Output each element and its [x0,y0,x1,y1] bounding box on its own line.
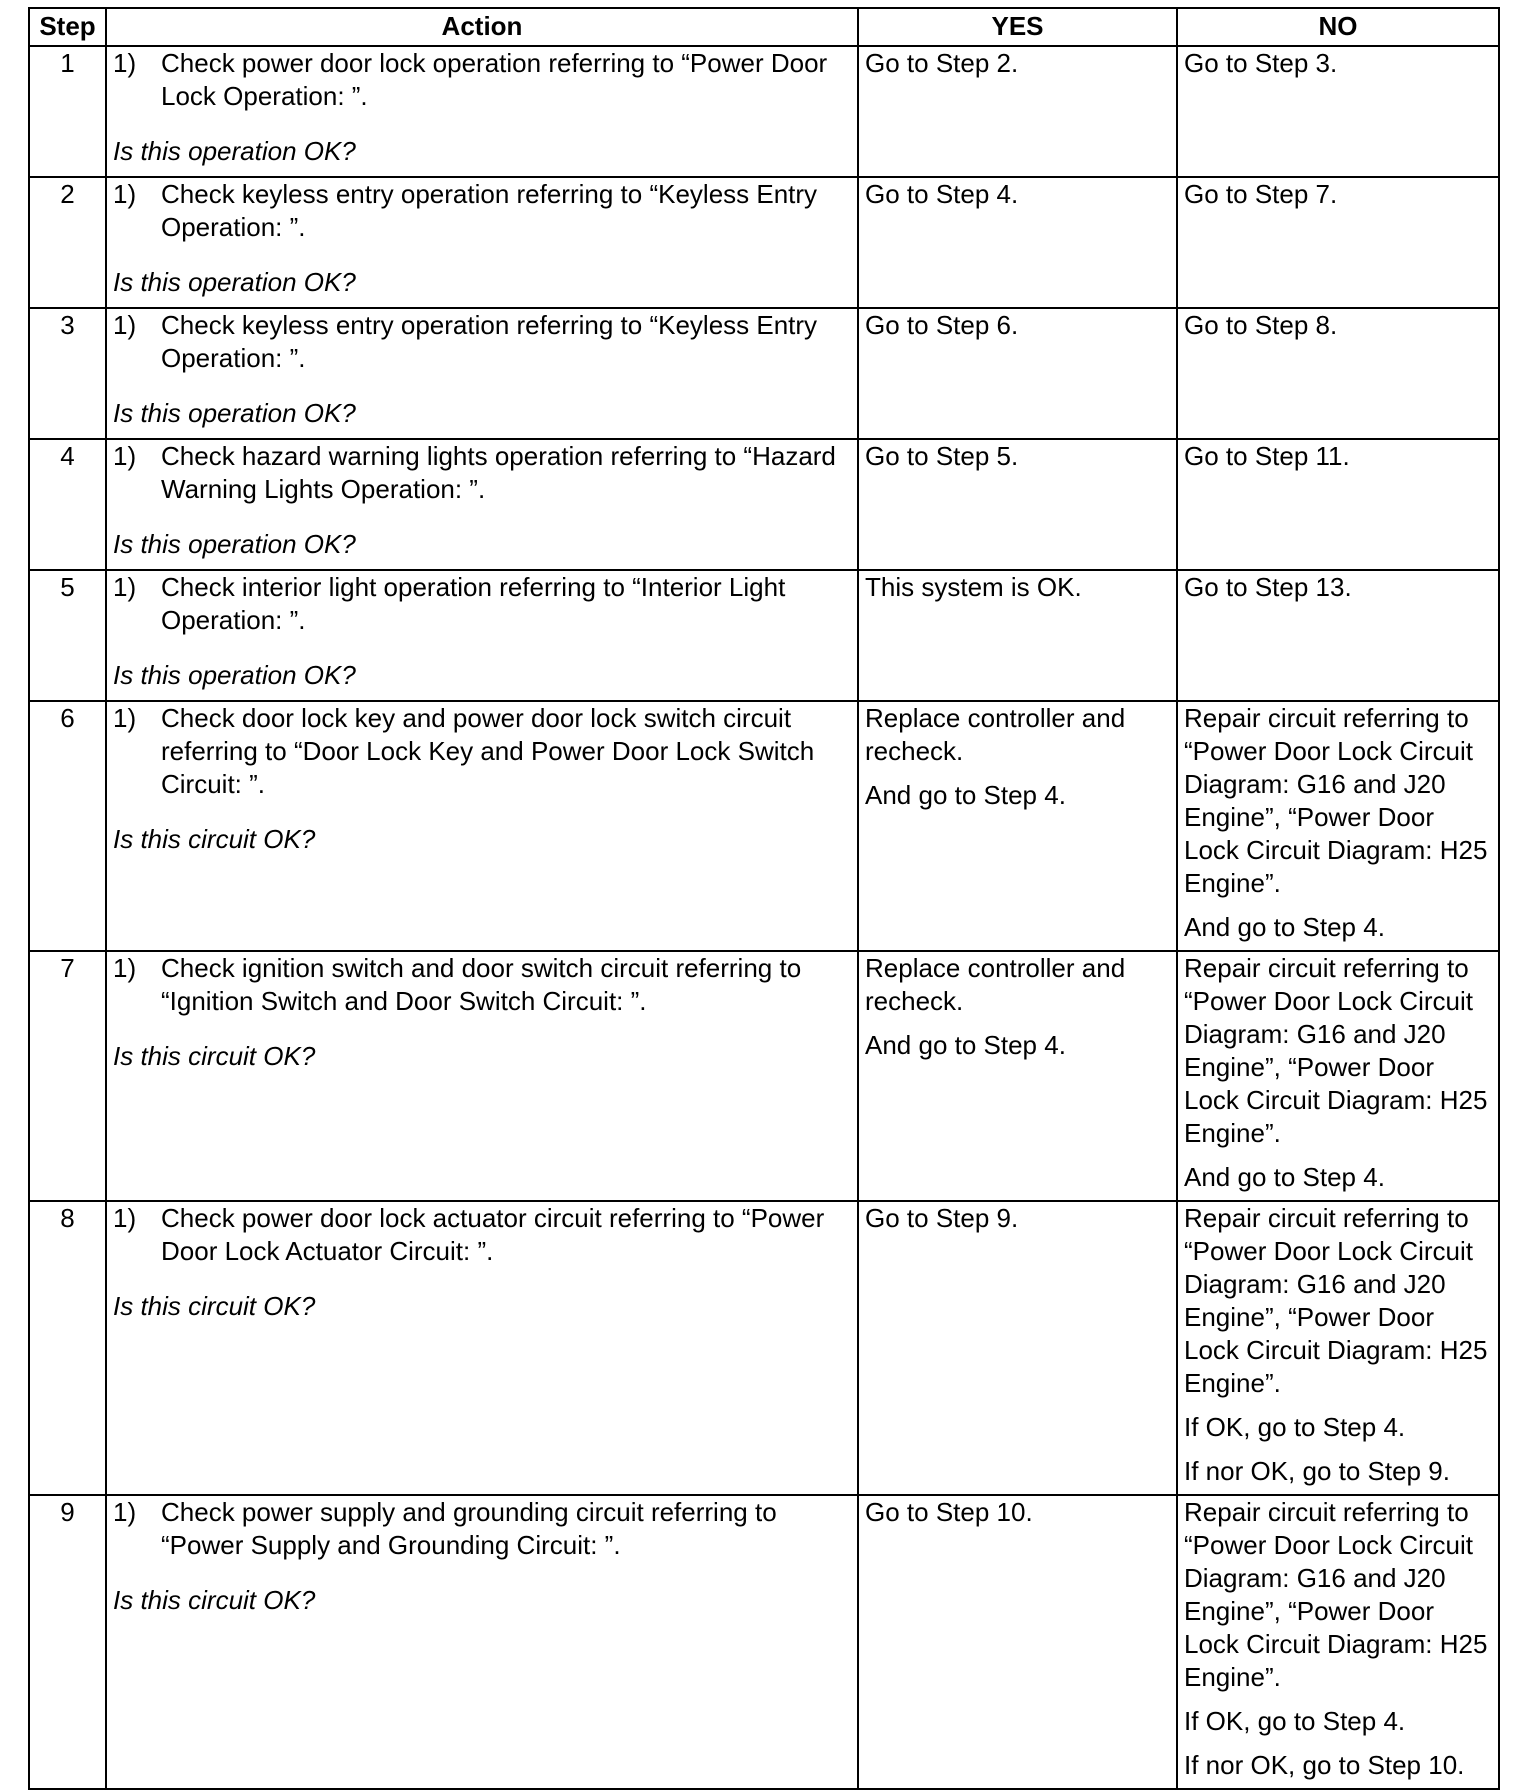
action-item-number: 1) [113,179,137,209]
action-question: Is this operation OK? [113,660,356,690]
step-number: 2 [29,177,106,308]
action-text: Check power door lock operation referring to “Power Door Lock Operation: ”. [161,48,828,111]
table-row [29,46,1499,177]
table-row [29,439,1499,570]
no-text: And go to Step 4. [1184,912,1385,942]
action-cell [106,46,858,177]
header-action: Action [106,8,858,46]
yes-cell [858,439,1177,570]
action-text: Check power supply and grounding circuit referring to “Power Supply and Grounding Circuit: ”. [161,1497,777,1560]
yes-cell [858,177,1177,308]
action-text: Check interior light operation referring to “Interior Light Operation: ”. [161,572,786,635]
action-question: Is this circuit OK? [113,824,316,854]
action-cell [106,1201,858,1495]
action-item-number: 1) [113,48,137,78]
yes-cell [858,1201,1177,1495]
action-item-number: 1) [113,310,137,340]
no-text: Repair circuit referring to “Power Door Lock Circuit Diagram: G16 and J20 Engine”, “Power Door Lock Circuit Diagram: H25 Engine”. [1184,1497,1488,1692]
step-number: 7 [29,951,106,1201]
no-cell [1177,46,1499,177]
step-number: 5 [29,570,106,701]
action-cell [106,308,858,439]
action-cell [106,701,858,951]
yes-text: And go to Step 4. [865,780,1066,810]
yes-text: Go to Step 4. [865,179,1019,209]
action-text: Check keyless entry operation referring to “Keyless Entry Operation: ”. [161,310,818,373]
yes-cell [858,46,1177,177]
action-cell [106,177,858,308]
action-item-number: 1) [113,1497,137,1527]
action-question: Is this operation OK? [113,398,356,428]
no-text: Repair circuit referring to “Power Door Lock Circuit Diagram: G16 and J20 Engine”, “Power Door Lock Circuit Diagram: H25 Engine”. [1184,953,1488,1148]
table-row [29,1495,1499,1789]
action-item-number: 1) [113,572,137,602]
header-step: Step [29,8,106,46]
yes-cell [858,308,1177,439]
action-text: Check door lock key and power door lock switch circuit referring to “Door Lock Key and Power Door Lock Switch Circuit: ”. [161,703,815,799]
no-cell [1177,308,1499,439]
table-row [29,951,1499,1201]
action-text: Check hazard warning lights operation referring to “Hazard Warning Lights Operation: ”. [161,441,836,504]
table-row [29,570,1499,701]
yes-cell [858,570,1177,701]
no-text: Go to Step 11. [1184,441,1350,471]
table-row [29,177,1499,308]
action-item-number: 1) [113,1203,137,1233]
step-number: 6 [29,701,106,951]
no-text: If nor OK, go to Step 9. [1184,1456,1450,1486]
table-row [29,1201,1499,1495]
yes-text: This system is OK. [865,572,1082,602]
no-text: If OK, go to Step 4. [1184,1412,1406,1442]
step-number: 1 [29,46,106,177]
no-cell [1177,177,1499,308]
action-item-number: 1) [113,953,137,983]
action-question: Is this circuit OK? [113,1585,316,1615]
no-text: If OK, go to Step 4. [1184,1706,1406,1736]
header-no: NO [1177,8,1499,46]
yes-cell [858,951,1177,1201]
yes-text: Go to Step 10. [865,1497,1033,1527]
no-text: Repair circuit referring to “Power Door Lock Circuit Diagram: G16 and J20 Engine”, “Power Door Lock Circuit Diagram: H25 Engine”. [1184,1203,1488,1398]
action-text: Check keyless entry operation referring to “Keyless Entry Operation: ”. [161,179,818,242]
no-text: Go to Step 7. [1184,179,1338,209]
yes-cell [858,701,1177,951]
troubleshooting-table [28,7,1500,1790]
no-cell [1177,1201,1499,1495]
yes-text: Go to Step 9. [865,1203,1019,1233]
yes-text: Go to Step 5. [865,441,1019,471]
no-text: Go to Step 13. [1184,572,1352,602]
step-number: 8 [29,1201,106,1495]
header-row [29,8,1499,46]
no-cell [1177,439,1499,570]
action-question: Is this circuit OK? [113,1041,316,1071]
no-cell [1177,951,1499,1201]
table-row [29,308,1499,439]
step-number: 4 [29,439,106,570]
header-yes: YES [858,8,1177,46]
yes-text: And go to Step 4. [865,1030,1066,1060]
no-text: And go to Step 4. [1184,1162,1385,1192]
action-cell [106,951,858,1201]
no-text: Repair circuit referring to “Power Door Lock Circuit Diagram: G16 and J20 Engine”, “Power Door Lock Circuit Diagram: H25 Engine”. [1184,703,1488,898]
table-row [29,701,1499,951]
yes-text: Go to Step 6. [865,310,1019,340]
yes-text: Replace controller and recheck. [865,953,1126,1016]
action-text: Check power door lock actuator circuit referring to “Power Door Lock Actuator Circuit: ”. [161,1203,825,1266]
yes-text: Go to Step 2. [865,48,1019,78]
action-cell [106,570,858,701]
yes-cell [858,1495,1177,1789]
no-cell [1177,701,1499,951]
action-item-number: 1) [113,703,137,733]
action-question: Is this circuit OK? [113,1291,316,1321]
action-question: Is this operation OK? [113,267,356,297]
yes-text: Replace controller and recheck. [865,703,1126,766]
no-text: Go to Step 8. [1184,310,1338,340]
no-text: Go to Step 3. [1184,48,1338,78]
action-cell [106,439,858,570]
action-question: Is this operation OK? [113,136,356,166]
no-cell [1177,1495,1499,1789]
step-number: 9 [29,1495,106,1789]
no-text: If nor OK, go to Step 10. [1184,1750,1465,1780]
action-question: Is this operation OK? [113,529,356,559]
action-item-number: 1) [113,441,137,471]
action-text: Check ignition switch and door switch circuit referring to “Ignition Switch and Door Switch Circuit: ”. [161,953,802,1016]
no-cell [1177,570,1499,701]
step-number: 3 [29,308,106,439]
action-cell [106,1495,858,1789]
